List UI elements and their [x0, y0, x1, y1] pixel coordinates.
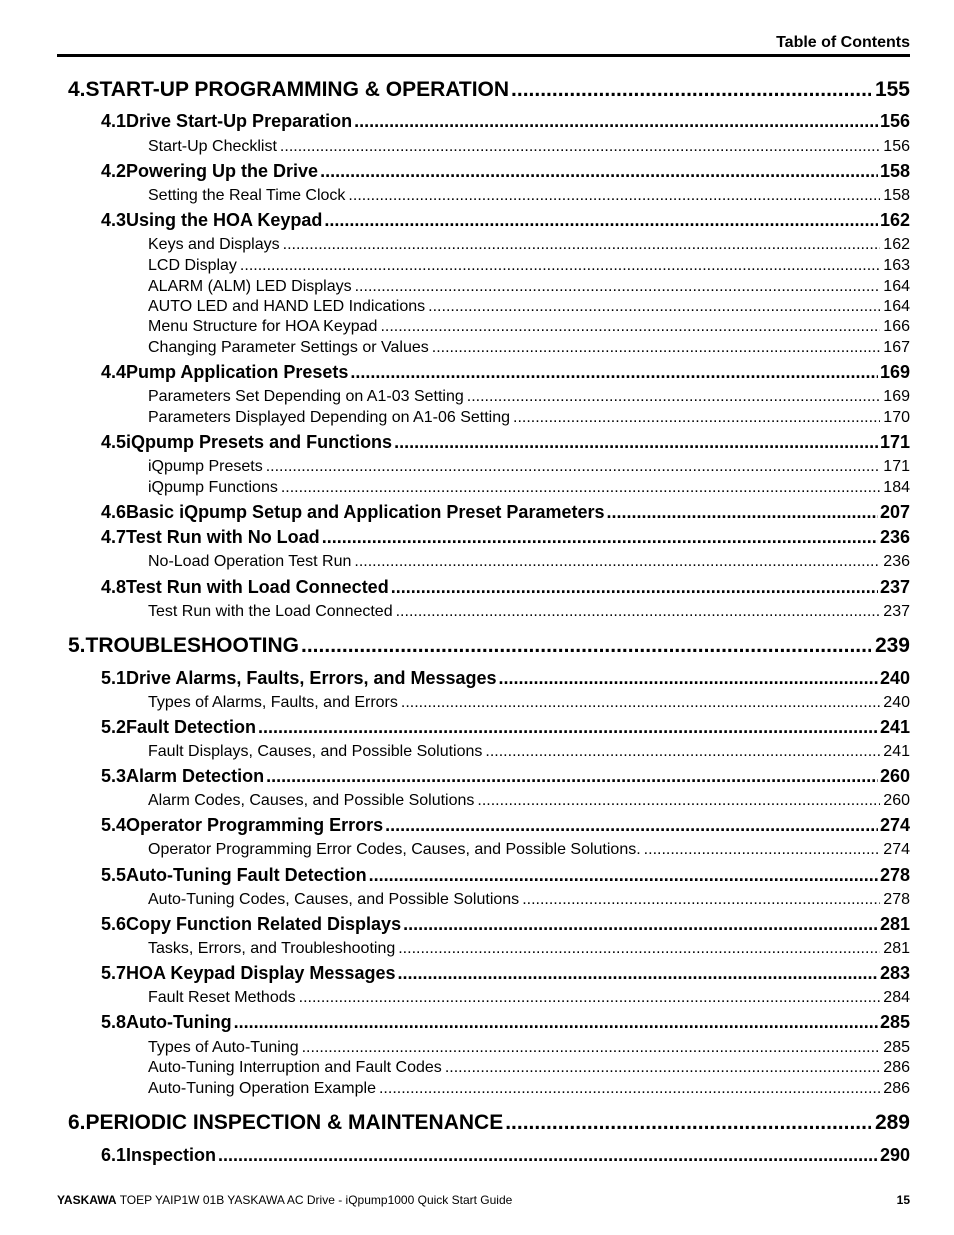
- toc-section[interactable]: [101, 963, 910, 984]
- toc-dot-leader: [396, 603, 881, 621]
- toc-entry-title: Menu Structure for HOA Keypad: [148, 318, 378, 335]
- toc-dot-leader: [513, 409, 880, 427]
- header-title: Table of Contents: [776, 34, 910, 51]
- toc-entry-title: Drive Alarms, Faults, Errors, and Messages: [126, 668, 497, 688]
- toc-dot-leader: [644, 841, 881, 859]
- toc-page-number: 236: [879, 527, 910, 547]
- toc-subsection[interactable]: [148, 743, 910, 761]
- toc-entry-title: HOA Keypad Display Messages: [126, 963, 396, 983]
- toc-entry-title: Auto-Tuning Fault Detection: [126, 865, 367, 885]
- toc-page-number: 286: [883, 1080, 910, 1097]
- toc-page-number: 207: [879, 502, 910, 522]
- toc-section[interactable]: [101, 668, 910, 689]
- toc-dot-leader: [401, 694, 880, 712]
- toc-page-number: 241: [879, 717, 910, 737]
- toc-section[interactable]: [101, 527, 910, 548]
- toc-subsection[interactable]: [148, 792, 910, 810]
- toc-entry-title: Powering Up the Drive: [126, 161, 319, 181]
- toc-subsection[interactable]: [148, 989, 910, 1007]
- toc-dot-leader: [302, 1039, 881, 1057]
- toc-dot-leader: [428, 298, 880, 316]
- toc-page-number: 283: [879, 963, 910, 983]
- toc-page-number: 169: [879, 362, 910, 382]
- toc-dot-leader: [299, 989, 881, 1007]
- toc-page-number: 156: [879, 111, 910, 131]
- toc-page-number: 163: [883, 257, 910, 274]
- toc-dot-leader: [398, 940, 880, 958]
- toc-page-number: 169: [883, 388, 910, 405]
- toc-dot-leader: [522, 891, 880, 909]
- toc-entry-title: Parameters Set Depending on A1-03 Setting: [148, 388, 464, 405]
- toc-section[interactable]: [101, 766, 910, 787]
- toc-entry-title: Test Run with No Load: [126, 527, 320, 547]
- toc-page-number: 285: [883, 1039, 910, 1056]
- toc-page-number: 166: [883, 318, 910, 335]
- toc-page-number: 278: [883, 891, 910, 908]
- toc-section[interactable]: [101, 502, 910, 523]
- toc-dot-leader: [322, 527, 878, 548]
- toc-entry-title: LCD Display: [148, 257, 237, 274]
- toc-subsection[interactable]: [148, 694, 910, 712]
- toc-subsection[interactable]: [148, 409, 910, 427]
- toc-dot-leader: [266, 458, 881, 476]
- toc-entry-number: 5.: [68, 634, 86, 657]
- footer-title: TOEP YAIP1W 01B YASKAWA AC Drive - iQpump1000 Quick Start Guide: [116, 1193, 513, 1207]
- toc-dot-leader: [445, 1059, 880, 1077]
- toc-page-number: 162: [883, 236, 910, 253]
- toc-page-number: 170: [883, 409, 910, 426]
- toc-dot-leader: [218, 1145, 878, 1166]
- toc-entry-title: Auto-Tuning Interruption and Fault Codes: [148, 1059, 442, 1076]
- toc-section[interactable]: [101, 1012, 910, 1033]
- toc-dot-leader: [369, 865, 878, 886]
- toc-section[interactable]: [101, 577, 910, 598]
- toc-dot-leader: [324, 210, 878, 231]
- toc-dot-leader: [394, 432, 878, 453]
- toc-page-number: 167: [883, 339, 910, 356]
- toc-entry-number: 4.2: [101, 161, 127, 181]
- toc-page-number: 171: [879, 432, 910, 452]
- toc-page-number: 260: [883, 792, 910, 809]
- toc-entry-number: 4.4: [101, 362, 127, 382]
- toc-page-number: 164: [883, 278, 910, 295]
- toc-entry-title: START-UP PROGRAMMING & OPERATION: [85, 78, 510, 101]
- toc-page-number: 281: [883, 940, 910, 957]
- toc-entry-number: 4.7: [101, 527, 127, 547]
- toc-subsection[interactable]: [148, 891, 910, 909]
- footer-brand: YASKAWA: [57, 1193, 117, 1207]
- toc-dot-leader: [320, 161, 878, 182]
- toc-dot-leader: [385, 815, 878, 836]
- toc-page-number: 162: [879, 210, 910, 230]
- toc-page-number: 284: [883, 989, 910, 1006]
- toc-dot-leader: [403, 914, 878, 935]
- toc-page-number: 158: [883, 187, 910, 204]
- toc-page-number: 290: [879, 1145, 910, 1165]
- toc-entry-title: Tasks, Errors, and Troubleshooting: [148, 940, 396, 957]
- toc-entry-number: 5.2: [101, 717, 127, 737]
- toc-dot-leader: [432, 339, 881, 357]
- toc-entry-number: 4.6: [101, 502, 127, 522]
- toc-entry-number: 4.: [68, 78, 86, 101]
- toc-dot-leader: [348, 187, 880, 205]
- toc-entry-title: AUTO LED and HAND LED Indications: [148, 298, 426, 315]
- toc-entry-title: Setting the Real Time Clock: [148, 187, 346, 204]
- toc-entry-title: Test Run with Load Connected: [126, 577, 389, 597]
- toc-subsection[interactable]: [148, 458, 910, 476]
- toc-page-number: 171: [883, 458, 910, 475]
- toc-entry-number: 5.8: [101, 1012, 127, 1032]
- toc-entry-title: Fault Detection: [126, 717, 257, 737]
- toc-subsection[interactable]: [148, 940, 910, 958]
- toc-subsection[interactable]: [148, 187, 910, 205]
- toc-subsection[interactable]: [148, 278, 910, 296]
- toc-section[interactable]: [101, 111, 910, 132]
- footer-text: [57, 1193, 512, 1207]
- toc-entry-number: 5.1: [101, 668, 127, 688]
- toc-entry-number: 6.1: [101, 1145, 127, 1165]
- toc-section[interactable]: [101, 362, 910, 383]
- toc-subsection[interactable]: [148, 138, 910, 156]
- toc-entry-title: iQpump Presets and Functions: [126, 432, 393, 452]
- toc-dot-leader: [397, 963, 877, 984]
- toc-section[interactable]: [101, 865, 910, 886]
- toc-page-number: 184: [883, 479, 910, 496]
- toc-dot-leader: [485, 743, 880, 761]
- toc-page-number: 289: [874, 1111, 910, 1134]
- toc-dot-leader: [240, 257, 880, 275]
- toc-section[interactable]: [101, 161, 910, 182]
- toc-section[interactable]: [101, 717, 910, 738]
- toc-entry-number: 4.8: [101, 577, 127, 597]
- toc-dot-leader: [283, 236, 881, 254]
- toc-dot-leader: [258, 717, 878, 738]
- toc-entry-title: TROUBLESHOOTING: [85, 634, 300, 657]
- toc-page-number: 240: [879, 668, 910, 688]
- toc-dot-leader: [511, 78, 871, 102]
- toc-entry-number: 6.: [68, 1111, 86, 1134]
- toc-entry-title: Fault Displays, Causes, and Possible Solutions: [148, 743, 483, 760]
- toc-dot-leader: [281, 479, 880, 497]
- toc-dot-leader: [380, 318, 880, 336]
- toc-page-number: 274: [879, 815, 910, 835]
- toc-entry-title: Auto-Tuning: [126, 1012, 232, 1032]
- toc-entry-title: Alarm Codes, Causes, and Possible Solutions: [148, 792, 475, 809]
- toc-dot-leader: [499, 668, 878, 689]
- toc-page-number: 237: [883, 603, 910, 620]
- toc-entry-title: No-Load Operation Test Run: [148, 553, 352, 570]
- toc-page-number: 164: [883, 298, 910, 315]
- toc-entry-title: Test Run with the Load Connected: [148, 603, 393, 620]
- toc-entry-title: Keys and Displays: [148, 236, 280, 253]
- toc-entry-number: 5.4: [101, 815, 127, 835]
- toc-entry-number: 4.1: [101, 111, 127, 131]
- footer-page-number: 15: [896, 1193, 910, 1207]
- toc-subsection[interactable]: [148, 298, 910, 316]
- toc-dot-leader: [505, 1111, 871, 1135]
- toc-page-number: 240: [883, 694, 910, 711]
- toc-dot-leader: [467, 388, 881, 406]
- toc-page-number: 239: [874, 634, 910, 657]
- toc-entry-title: Types of Auto-Tuning: [148, 1039, 299, 1056]
- toc-subsection[interactable]: [148, 1080, 910, 1098]
- toc-entry-title: Types of Alarms, Faults, and Errors: [148, 694, 398, 711]
- toc-dot-leader: [379, 1080, 880, 1098]
- toc-entry-title: iQpump Functions: [148, 479, 278, 496]
- toc-page-number: 156: [883, 138, 910, 155]
- toc-entry-title: Start-Up Checklist: [148, 138, 277, 155]
- toc-entry-title: Basic iQpump Setup and Application Preset Parameters: [126, 502, 605, 522]
- toc-entry-title: Changing Parameter Settings or Values: [148, 339, 429, 356]
- toc-chapter[interactable]: [68, 78, 910, 102]
- toc-subsection[interactable]: [148, 1039, 910, 1057]
- toc-section[interactable]: [101, 914, 910, 935]
- toc-entry-number: 4.3: [101, 210, 127, 230]
- toc-dot-leader: [355, 278, 881, 296]
- toc-section[interactable]: [101, 1145, 910, 1166]
- toc-page-number: 281: [879, 914, 910, 934]
- toc-dot-leader: [266, 766, 878, 787]
- toc-subsection[interactable]: [148, 479, 910, 497]
- toc-entry-title: Fault Reset Methods: [148, 989, 296, 1006]
- toc-section[interactable]: [101, 432, 910, 453]
- toc-page-number: 285: [879, 1012, 910, 1032]
- toc-page-number: 237: [879, 577, 910, 597]
- toc-subsection[interactable]: [148, 257, 910, 275]
- toc-page-number: 158: [879, 161, 910, 181]
- toc-dot-leader: [477, 792, 880, 810]
- toc-chapter[interactable]: [68, 1111, 910, 1135]
- toc-dot-leader: [354, 111, 878, 132]
- toc-entry-number: 4.5: [101, 432, 127, 452]
- toc-page-number: 286: [883, 1059, 910, 1076]
- toc-page-number: 260: [879, 766, 910, 786]
- toc-entry-title: iQpump Presets: [148, 458, 263, 475]
- toc-subsection[interactable]: [148, 603, 910, 621]
- toc-dot-leader: [301, 634, 871, 658]
- toc-page-number: 236: [883, 553, 910, 570]
- toc-entry-number: 5.7: [101, 963, 127, 983]
- toc-entry-title: Auto-Tuning Codes, Causes, and Possible Solutions: [148, 891, 520, 908]
- toc-subsection[interactable]: [148, 236, 910, 254]
- toc-entry-number: 5.3: [101, 766, 127, 786]
- toc-entry-title: Parameters Displayed Depending on A1-06 Setting: [148, 409, 510, 426]
- toc-entry-title: Alarm Detection: [126, 766, 265, 786]
- toc-page-number: 241: [883, 743, 910, 760]
- toc-dot-leader: [234, 1012, 878, 1033]
- toc-page-number: 278: [879, 865, 910, 885]
- toc-entry-title: Copy Function Related Displays: [126, 914, 402, 934]
- toc-subsection[interactable]: [148, 841, 910, 859]
- toc-entry-title: Pump Application Presets: [126, 362, 349, 382]
- toc-subsection[interactable]: [148, 553, 910, 571]
- toc-entry-title: Inspection: [126, 1145, 217, 1165]
- toc-dot-leader: [607, 502, 878, 523]
- toc-entry-title: Using the HOA Keypad: [126, 210, 323, 230]
- toc-entry-number: 5.5: [101, 865, 127, 885]
- toc-dot-leader: [350, 362, 878, 383]
- toc-entry-title: ALARM (ALM) LED Displays: [148, 278, 352, 295]
- toc-chapter[interactable]: [68, 634, 910, 658]
- toc-page-number: 155: [874, 78, 910, 101]
- toc-entry-title: PERIODIC INSPECTION & MAINTENANCE: [85, 1111, 504, 1134]
- toc-dot-leader: [391, 577, 878, 598]
- toc-entry-title: Operator Programming Errors: [126, 815, 384, 835]
- toc-subsection[interactable]: [148, 1059, 910, 1077]
- toc-subsection[interactable]: [148, 318, 910, 336]
- toc-section[interactable]: [101, 815, 910, 836]
- toc-entry-title: Operator Programming Error Codes, Causes, and Possible Solutions.: [148, 841, 641, 858]
- toc-subsection[interactable]: [148, 388, 910, 406]
- toc-subsection[interactable]: [148, 339, 910, 357]
- toc-dot-leader: [280, 138, 880, 156]
- toc-dot-leader: [354, 553, 880, 571]
- toc-page-number: 274: [883, 841, 910, 858]
- toc-section[interactable]: [101, 210, 910, 231]
- toc-entry-number: 5.6: [101, 914, 127, 934]
- toc-entry-title: Drive Start-Up Preparation: [126, 111, 353, 131]
- toc-entry-title: Auto-Tuning Operation Example: [148, 1080, 376, 1097]
